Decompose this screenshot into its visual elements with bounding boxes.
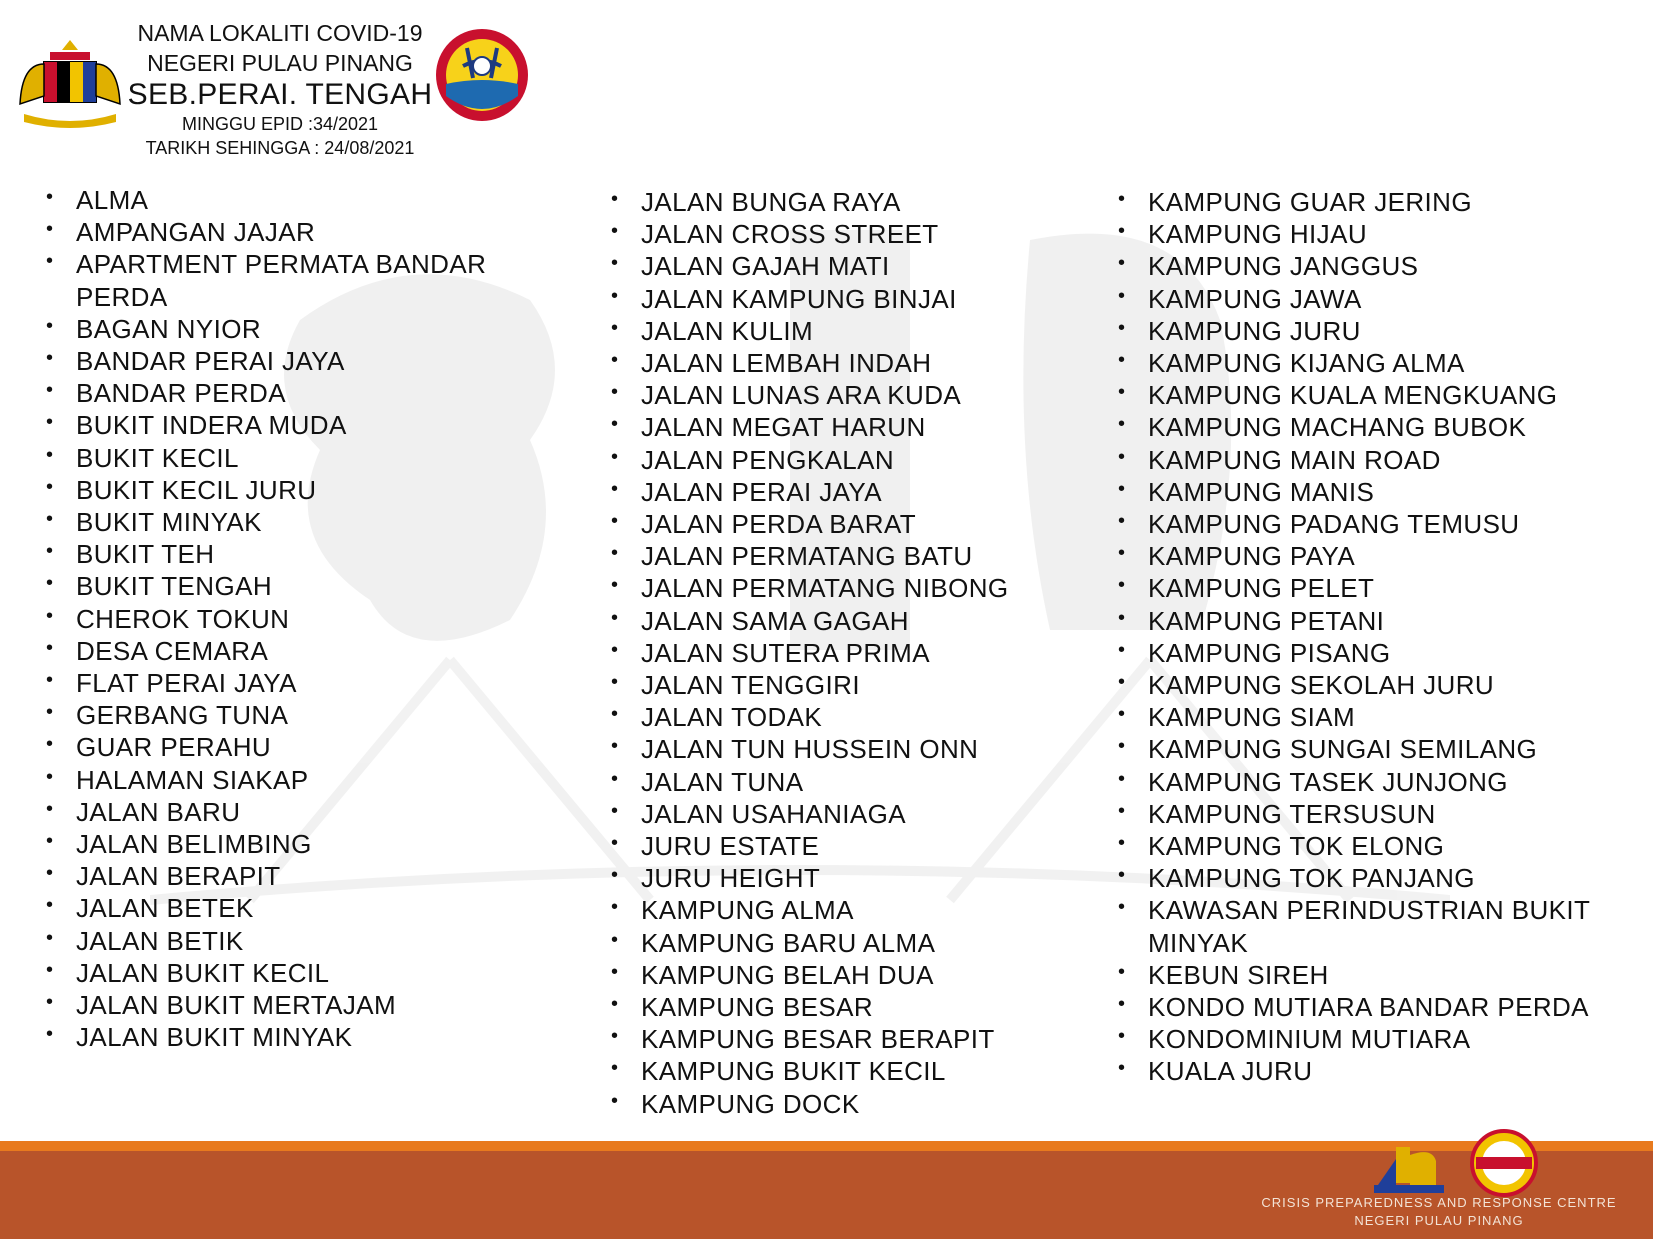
- list-item: • KAMPUNG BUKIT KECIL: [611, 1055, 1131, 1087]
- list-item: • KAMPUNG TOK PANJANG: [1118, 862, 1638, 894]
- list-item: • KAMPUNG PETANI: [1118, 605, 1638, 637]
- list-item: • JALAN PERAI JAYA: [611, 476, 1131, 508]
- list-item: • JALAN BUKIT KECIL: [46, 957, 566, 989]
- locality-list-column-1: [46, 184, 566, 1053]
- list-item: • BUKIT TENGAH: [46, 570, 566, 602]
- list-item: • KAMPUNG BESAR: [611, 991, 1131, 1023]
- list-item: • KONDOMINIUM MUTIARA: [1118, 1023, 1638, 1055]
- list-item: • KAMPUNG BESAR BERAPIT: [611, 1023, 1131, 1055]
- list-item: • KAMPUNG PELET: [1118, 572, 1638, 604]
- list-item: • KONDO MUTIARA BANDAR PERDA: [1118, 991, 1638, 1023]
- list-item: • BAGAN NYIOR: [46, 313, 566, 345]
- locality-list-column-3: [1118, 186, 1638, 1088]
- list-item: • KAMPUNG MAIN ROAD: [1118, 444, 1638, 476]
- list-item: • ALMA: [46, 184, 566, 216]
- covid-campaign-badge-logo: [1470, 1129, 1538, 1197]
- list-item: • JALAN BUNGA RAYA: [611, 186, 1131, 218]
- list-item: • KAMPUNG PADANG TEMUSU: [1118, 508, 1638, 540]
- list-item: • JALAN BETIK: [46, 925, 566, 957]
- list-item: • KAMPUNG JURU: [1118, 315, 1638, 347]
- list-item: • BUKIT KECIL JURU: [46, 474, 566, 506]
- epid-week: MINGGU EPID :34/2021: [181, 114, 379, 134]
- list-item: • KAMPUNG SUNGAI SEMILANG: [1118, 733, 1638, 765]
- list-item: • JALAN LEMBAH INDAH: [611, 347, 1131, 379]
- list-item: • KAMPUNG JAWA: [1118, 283, 1638, 315]
- list-item: • KAMPUNG TERSUSUN: [1118, 798, 1638, 830]
- list-item: • JALAN PERMATANG BATU: [611, 540, 1131, 572]
- list-item: • BUKIT INDERA MUDA: [46, 409, 566, 441]
- list-item: • BUKIT KECIL: [46, 442, 566, 474]
- list-item: • DESA CEMARA: [46, 635, 566, 667]
- title-line-2: NEGERI PULAU PINANG: [147, 50, 413, 76]
- list-item: • JALAN BETEK: [46, 892, 566, 924]
- list-item: • KAMPUNG SIAM: [1118, 701, 1638, 733]
- list-item: • KAMPUNG HIJAU: [1118, 218, 1638, 250]
- list-item: • JURU HEIGHT: [611, 862, 1131, 894]
- list-item: • JALAN BUKIT MERTAJAM: [46, 989, 566, 1021]
- list-item: • JALAN LUNAS ARA KUDA: [611, 379, 1131, 411]
- list-item: • GUAR PERAHU: [46, 731, 566, 763]
- list-item: • KAMPUNG DOCK: [611, 1088, 1131, 1120]
- list-item: • AMPANGAN JAJAR: [46, 216, 566, 248]
- list-item: • JALAN PERMATANG NIBONG: [611, 572, 1131, 604]
- list-item: • KEBUN SIREH: [1118, 959, 1638, 991]
- list-item: • KUALA JURU: [1118, 1055, 1638, 1087]
- list-item: • JALAN SAMA GAGAH: [611, 605, 1131, 637]
- date-until: TARIKH SEHINGGA : 24/08/2021: [145, 138, 415, 158]
- list-item: • BUKIT MINYAK: [46, 506, 566, 538]
- list-item: • JALAN KULIM: [611, 315, 1131, 347]
- list-item: • KAMPUNG GUAR JERING: [1118, 186, 1638, 218]
- list-item: • JALAN TENGGIRI: [611, 669, 1131, 701]
- list-item: • JALAN PERDA BARAT: [611, 508, 1131, 540]
- list-item: • JALAN BERAPIT: [46, 860, 566, 892]
- footer-band: [0, 1141, 1653, 1239]
- list-item: • JURU ESTATE: [611, 830, 1131, 862]
- list-item: • CHEROK TOKUN: [46, 603, 566, 635]
- list-item: • JALAN SUTERA PRIMA: [611, 637, 1131, 669]
- coat-of-arms-logo: [14, 34, 126, 130]
- list-item: • KAMPUNG BARU ALMA: [611, 927, 1131, 959]
- list-item: • KAMPUNG MACHANG BUBOK: [1118, 411, 1638, 443]
- list-item: • GERBANG TUNA: [46, 699, 566, 731]
- list-item: • HALAMAN SIAKAP: [46, 764, 566, 796]
- list-item: • JALAN TUN HUSSEIN ONN: [611, 733, 1131, 765]
- list-item: • BANDAR PERAI JAYA: [46, 345, 566, 377]
- list-item: • BANDAR PERDA: [46, 377, 566, 409]
- list-item: • KAMPUNG BELAH DUA: [611, 959, 1131, 991]
- footer-org-name: CRISIS PREPAREDNESS AND RESPONSE CENTRE: [1261, 1195, 1617, 1210]
- footer-org-state: NEGERI PULAU PINANG: [1354, 1213, 1524, 1228]
- list-item: • KAMPUNG PAYA: [1118, 540, 1638, 572]
- list-item: • JALAN TUNA: [611, 766, 1131, 798]
- list-item: • JALAN PENGKALAN: [611, 444, 1131, 476]
- list-item: • BUKIT TEH: [46, 538, 566, 570]
- locality-list-column-2: [611, 186, 1131, 1120]
- list-item: • JALAN BUKIT MINYAK: [46, 1021, 566, 1053]
- list-item: • KAMPUNG ALMA: [611, 894, 1131, 926]
- list-item: • JALAN CROSS STREET: [611, 218, 1131, 250]
- list-item: • KAWASAN PERINDUSTRIAN BUKIT MINYAK: [1118, 894, 1638, 958]
- list-item: • KAMPUNG SEKOLAH JURU: [1118, 669, 1638, 701]
- list-item: • FLAT PERAI JAYA: [46, 667, 566, 699]
- list-item: • JALAN BELIMBING: [46, 828, 566, 860]
- list-item: • JALAN TODAK: [611, 701, 1131, 733]
- list-item: • KAMPUNG KIJANG ALMA: [1118, 347, 1638, 379]
- header: [10, 14, 530, 164]
- list-item: • KAMPUNG JANGGUS: [1118, 250, 1638, 282]
- list-item: • KAMPUNG PISANG: [1118, 637, 1638, 669]
- list-item: • JALAN KAMPUNG BINJAI: [611, 283, 1131, 315]
- list-item: • KAMPUNG KUALA MENGKUANG: [1118, 379, 1638, 411]
- list-item: • KAMPUNG TASEK JUNJONG: [1118, 766, 1638, 798]
- page-title: SEB.PERAI. TENGAH: [127, 78, 433, 111]
- list-item: • JALAN GAJAH MATI: [611, 250, 1131, 282]
- state-health-department-logo: [433, 26, 531, 124]
- list-item: • JALAN MEGAT HARUN: [611, 411, 1131, 443]
- cprc-logo: [1370, 1141, 1448, 1197]
- list-item: • KAMPUNG TOK ELONG: [1118, 830, 1638, 862]
- title-line-1: NAMA LOKALITI COVID-19: [137, 20, 423, 46]
- list-item: • KAMPUNG MANIS: [1118, 476, 1638, 508]
- list-item: • JALAN USAHANIAGA: [611, 798, 1131, 830]
- list-item: • APARTMENT PERMATA BANDAR PERDA: [46, 248, 566, 312]
- list-item: • JALAN BARU: [46, 796, 566, 828]
